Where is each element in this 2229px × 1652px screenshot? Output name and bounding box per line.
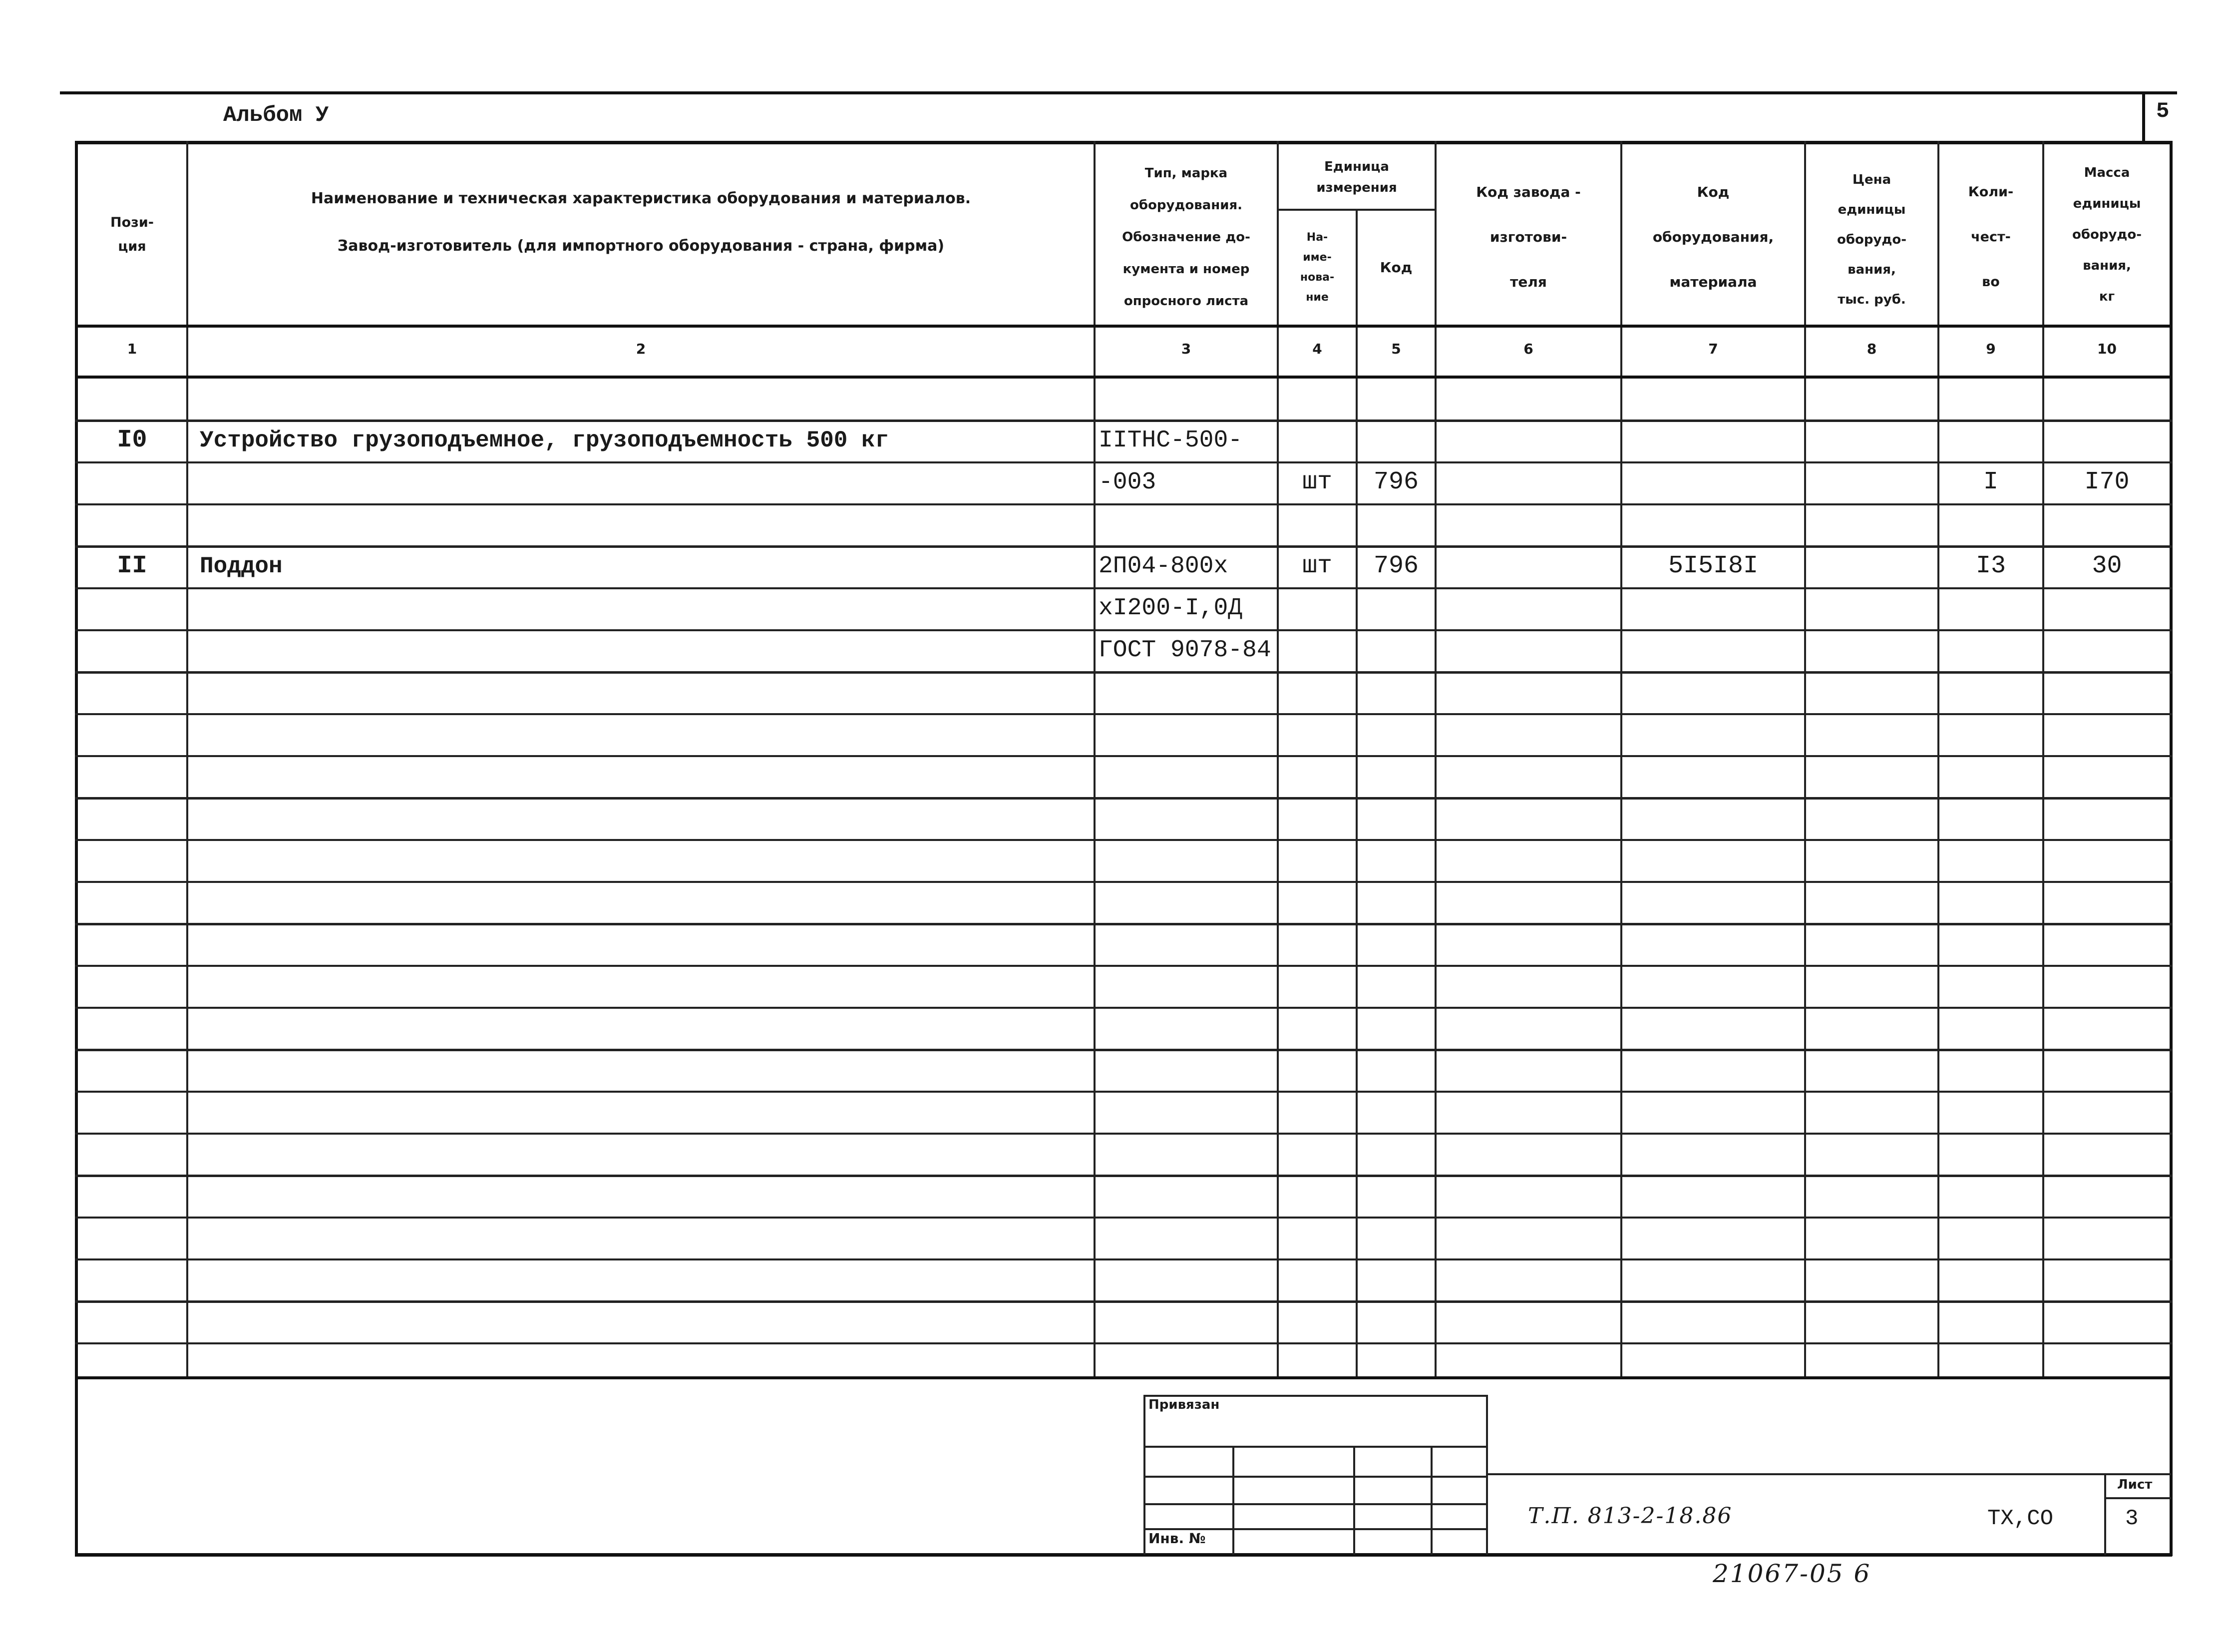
row-divider (75, 587, 2172, 589)
row-divider (75, 545, 2172, 548)
archive-number: 21067-05 6 (1713, 1559, 1871, 1588)
table-cell-code: 796 (1373, 468, 1419, 496)
table-cell-type: -003 (1099, 469, 1156, 496)
col-header-unit-mass: Масса единицы оборудо- вания, кг (2072, 165, 2142, 304)
row-divider (75, 1300, 2172, 1303)
row-divider (75, 419, 2172, 422)
table-cell-mass: 30 (2092, 552, 2122, 580)
table-cell-unit: шт (1302, 552, 1332, 580)
row-divider (75, 1217, 2172, 1219)
row-divider (75, 923, 2172, 925)
top-rule (60, 91, 2177, 94)
col-header-unit-code: Код (1380, 259, 1413, 276)
col-header-unit-name: На- име- нова- ние (1300, 231, 1335, 304)
table-cell-code: 796 (1373, 552, 1419, 580)
table-cell-type: хI200-I,0Д (1099, 595, 1243, 622)
col-header-position: Пози- ция (110, 215, 154, 254)
row-divider (75, 1342, 2172, 1344)
table-top-border (75, 141, 2172, 144)
table-cell-name: Устройство грузоподъемное, грузоподъемность 500 кг (200, 427, 889, 453)
page-number-divider (2142, 94, 2145, 142)
col-header-unit-group: Единица измерения (1316, 159, 1397, 195)
row-divider (75, 1175, 2172, 1177)
album-title: Альбом У (223, 103, 329, 128)
number-row-bottom-line (75, 376, 2172, 379)
table-cell-pos: I0 (117, 426, 147, 454)
row-divider (75, 503, 2172, 505)
table-cell-qty: I (1983, 468, 1998, 496)
table-cell-mass: I70 (2084, 468, 2130, 496)
col-header-quantity: Коли- чест- во (1968, 184, 2014, 290)
row-divider (75, 1258, 2172, 1260)
row-divider (75, 881, 2172, 883)
col-header-unit-price: Цена единицы оборудо- вания, тыс. руб. (1837, 172, 1907, 307)
row-divider (75, 965, 2172, 967)
row-divider (75, 461, 2172, 463)
stamp-section: ТХ,СО (1987, 1506, 2054, 1531)
col-header-plant-code: Код завода - изготови- теля (1476, 184, 1581, 290)
header-bottom-line (75, 325, 2172, 328)
stamp-designation: Т.П. 813-2-18.86 (1528, 1503, 1733, 1529)
row-divider (75, 1091, 2172, 1093)
table-cell-type: ГОСТ 9078-84 (1099, 637, 1271, 664)
table-cell-qty: I3 (1975, 552, 2006, 580)
row-divider (75, 797, 2172, 800)
stamp-sheet-number: 3 (2125, 1506, 2139, 1531)
page-number: 5 (2156, 99, 2170, 124)
unit-subheader-line (1277, 209, 1435, 211)
row-divider (75, 755, 2172, 757)
row-divider (75, 629, 2172, 631)
col-header-name: Наименование и техническая характеристика оборудования и материалов. Завод-изготовитель (для импортного оборудования - страна, фирма) (311, 190, 971, 255)
table-cell-unit: шт (1302, 468, 1332, 496)
row-divider (75, 1007, 2172, 1009)
row-divider (75, 1049, 2172, 1051)
table-cell-pos: II (117, 552, 147, 580)
stamp-privyazan-label: Привязан (1148, 1397, 1220, 1412)
row-divider (75, 839, 2172, 841)
table-cell-name: Поддон (200, 553, 283, 579)
col-header-equipment-code: Код оборудования, материала (1652, 184, 1774, 290)
row-divider (75, 1133, 2172, 1135)
table-bottom-line (75, 1376, 2172, 1379)
stamp-inventory-label: Инв. № (1148, 1530, 1206, 1547)
stamp-sheet-label: Лист (2117, 1477, 2153, 1492)
table-cell-type: 2П04-800х (1099, 553, 1228, 580)
row-divider (75, 713, 2172, 715)
row-divider (75, 671, 2172, 674)
table-cell-equip: 5I5I8I (1668, 552, 1759, 580)
col-header-type: Тип, марка оборудования. Обозначение до- кумента и номер опросного листа (1122, 166, 1250, 309)
table-cell-type: IIТНС-500- (1099, 427, 1243, 454)
